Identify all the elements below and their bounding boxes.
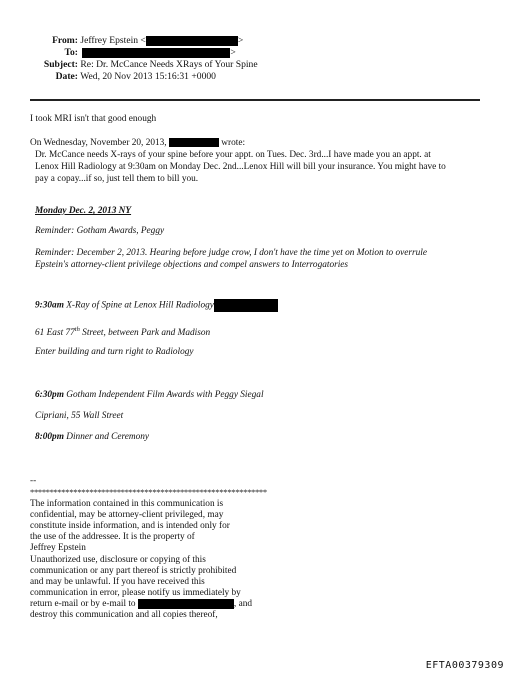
subject-label: Subject:	[43, 59, 78, 70]
event-time: 6:30pm	[35, 390, 64, 400]
disclaimer-email-line	[30, 599, 252, 611]
date-label: Date:	[55, 71, 78, 82]
from-value: Jeffrey Epstein <	[80, 35, 146, 46]
subject-value: Re: Dr. McCance Needs XRays of Your Spine	[80, 59, 258, 70]
event-text: Gotham Independent Film Awards with Peggy Siegal	[63, 390, 264, 400]
to-end: >	[230, 47, 236, 58]
address-pre: 61 East 77	[35, 328, 75, 339]
quote-line-1: Dr. McCance needs X-rays of your spine before your appt. on Tues. Dec. 3rd...I have made you an appt. at	[35, 150, 431, 160]
disclaimer-line-4: the use of the addressee. It is the property of	[30, 532, 195, 542]
header-divider	[30, 99, 480, 101]
dinner-text: Dinner and Ceremony	[63, 432, 150, 442]
header-subject	[30, 59, 258, 71]
header-date	[30, 71, 216, 83]
document-id: EFTA00379309	[425, 660, 504, 671]
reminder-hearing-2: Epstein's attorney-client privilege objections and compel answers to Interrogatories	[35, 260, 349, 270]
disclaimer-line-9: communication in error, please notify us immediately by	[30, 588, 241, 598]
disclaimer-line-5: Jeffrey Epstein	[30, 543, 86, 553]
from-end: >	[237, 35, 244, 46]
reply-text: I took MRI isn't that good enough	[30, 114, 157, 124]
header-to	[30, 47, 236, 59]
quote-intro-text: On Wednesday, November 20, 2013,	[30, 138, 167, 148]
dinner-line	[35, 432, 149, 444]
address-post: Street, between Park and Madison	[79, 328, 211, 339]
sig-dashes: --	[30, 476, 37, 486]
email-line-post: , and	[233, 599, 252, 610]
reminder-gotham: Reminder: Gotham Awards, Peggy	[35, 226, 165, 236]
redacted-block	[138, 599, 234, 609]
date-value: Wed, 20 Nov 2013 15:16:31 +0000	[80, 71, 216, 82]
address-line	[35, 324, 210, 340]
reminder-hearing-1: Reminder: December 2, 2013. Hearing before judge crow, I don't have the time yet on Motion to overrule	[35, 248, 428, 258]
dinner-time: 8:00pm	[35, 432, 64, 442]
appt-line	[35, 299, 278, 312]
sig-stars: ************************************************************	[30, 487, 267, 497]
redacted-block	[82, 48, 230, 58]
date-heading: Monday Dec. 2, 2013 NY	[35, 206, 132, 216]
disclaimer-line-2: confidential, may be attorney-client privileged, may	[30, 510, 224, 520]
event-line	[35, 390, 264, 402]
to-label: To:	[64, 47, 78, 58]
disclaimer-line-6: Unauthorized use, disclosure or copying of this	[30, 555, 206, 565]
email-line-pre: return e-mail or by e-mail to	[30, 599, 136, 610]
quote-line-3: pay a copay...if so, just tell them to bill you.	[35, 174, 199, 184]
appt-time: 9:30am	[35, 300, 64, 311]
redacted-block	[169, 138, 219, 147]
from-label: From:	[52, 35, 78, 46]
redacted-block	[146, 36, 238, 46]
redacted-block	[214, 299, 278, 312]
quote-intro	[30, 138, 245, 150]
disclaimer-line-8: and may be unlawful. If you have received this	[30, 577, 205, 587]
disclaimer-line-1: The information contained in this communication is	[30, 499, 224, 509]
enter-instructions: Enter building and turn right to Radiology	[35, 347, 194, 357]
disclaimer-line-7: communication or any part thereof is strictly prohibited	[30, 566, 237, 576]
quote-wrote-text: wrote:	[221, 138, 246, 148]
header-from	[30, 35, 243, 47]
quote-line-2: Lenox Hill Radiology at 9:30am on Monday Dec. 2nd...Lenox Hill will bill your insurance. You might have to	[35, 162, 446, 172]
disclaimer-line-3: constitute inside information, and is intended only for	[30, 521, 230, 531]
address-sup: th	[74, 326, 80, 333]
event-venue: Cipriani, 55 Wall Street	[35, 411, 124, 421]
appt-text: X-Ray of Spine at Lenox Hill Radiology	[63, 300, 214, 311]
disclaimer-last-line: destroy this communication and all copies thereof,	[30, 610, 218, 620]
